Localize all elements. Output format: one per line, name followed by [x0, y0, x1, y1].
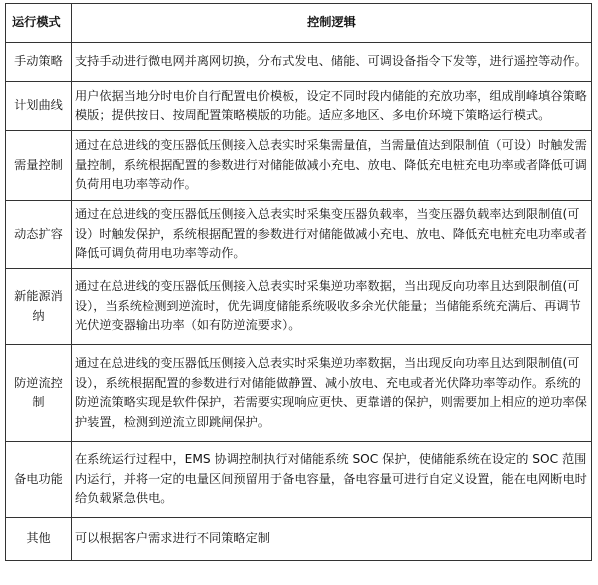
table-row	[6, 131, 592, 201]
strategy-table-container	[5, 3, 591, 561]
table-row	[6, 345, 592, 442]
logic-cell: 通过在总进线的变压器低压侧接入总表实时采集需量值，当需量值达到限制值（可设）时触发需量控制，系统根据配置的参数进行对储能做减小充电、放电、降低充电桩充电功率或者降低可调负荷用电功率等动作。	[72, 131, 592, 201]
mode-cell: 防逆流控制	[6, 345, 72, 442]
table-row	[6, 442, 592, 518]
logic-cell: 用户依据当地分时电价自行配置电价模板，设定不同时段内储能的充放功率，组成削峰填谷策略模版；提供按日、按周配置策略模版的功能。适应多地区、多电价环境下策略运行模式。	[72, 82, 592, 131]
mode-cell: 动态扩容	[6, 201, 72, 269]
logic-cell: 支持手动进行微电网并离网切换，分布式发电、储能、可调设备指令下发等，进行遥控等动作。	[72, 43, 592, 82]
mode-cell: 需量控制	[6, 131, 72, 201]
table-row	[6, 43, 592, 82]
logic-cell: 在系统运行过程中，EMS 协调控制执行对储能系统 SOC 保护，使储能系统在设定的 SOC 范围内运行，并将一定的电量区间预留用于备电容量，备电容量可进行自定义设置，能在电网断电时给负载紧急供电。	[72, 442, 592, 518]
mode-cell: 备电功能	[6, 442, 72, 518]
mode-cell: 其他	[6, 518, 72, 561]
header-mode: 运行模式	[6, 4, 72, 43]
table-header-row	[6, 4, 592, 43]
mode-cell: 新能源消纳	[6, 269, 72, 345]
table-row	[6, 201, 592, 269]
mode-cell: 计划曲线	[6, 82, 72, 131]
table-row	[6, 518, 592, 561]
logic-cell: 通过在总进线的变压器低压侧接入总表实时采集逆功率数据，当出现反向功率且达到限制值(可设），当系统检测到逆流时，优先调度储能系统吸收多余光伏能量；当储能系统充满后、再调节光伏逆变器输出功率（如有防逆流要求）。	[72, 269, 592, 345]
operation-mode-table	[5, 3, 592, 561]
mode-cell: 手动策略	[6, 43, 72, 82]
logic-cell: 通过在总进线的变压器低压侧接入总表实时采集变压器负载率，当变压器负载率达到限制值(可设）时触发保护，系统根据配置的参数进行对储能做减小充电、放电、降低充电桩充电功率或者降低可调负荷用电功率等动作。	[72, 201, 592, 269]
header-logic: 控制逻辑	[72, 4, 592, 43]
table-row	[6, 269, 592, 345]
table-row	[6, 82, 592, 131]
logic-cell: 通过在总进线的变压器低压侧接入总表实时采集逆功率数据，当出现反向功率且达到限制值(可设），系统根据配置的参数进行对储能做静置、减小放电、充电或者光伏降功率等动作。系统的防逆流策略实现是软件保护，若需要实现响应更快、更靠谱的保护，则需要加上相应的逆功率保护装置，检测到逆流立即跳闸保护。	[72, 345, 592, 442]
logic-cell: 可以根据客户需求进行不同策略定制	[72, 518, 592, 561]
